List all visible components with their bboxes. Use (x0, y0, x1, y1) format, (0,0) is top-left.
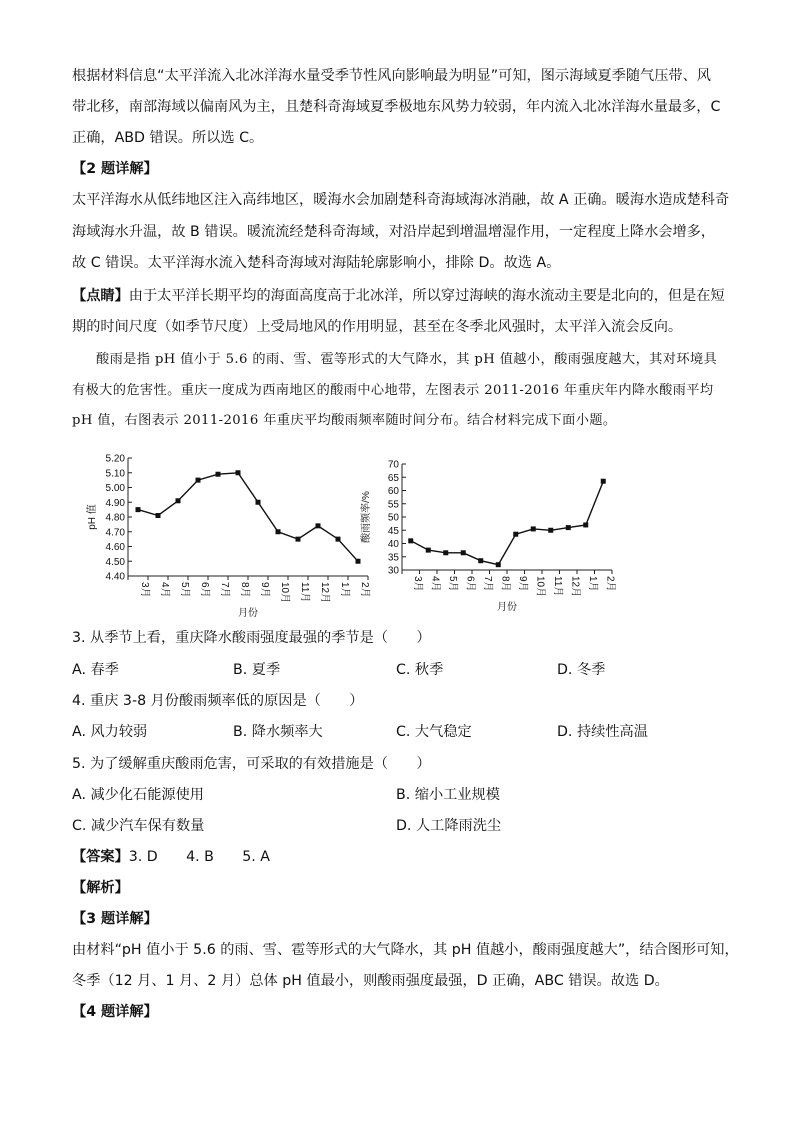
option-c: C. 大气稳定 (396, 724, 472, 740)
data-point (156, 513, 161, 518)
x-tick-label: 5月 (446, 576, 458, 592)
section-heading: 【4 题详解】 (72, 1004, 158, 1020)
intro-line: 有极大的危害性。重庆一度成为西南地区的酸雨中心地带，左图表示 2011-2016 年重庆年内降水酸雨平均 (72, 383, 714, 398)
x-tick-label: 1月 (586, 576, 598, 592)
option-d: D. 人工降雨洗尘 (396, 818, 502, 834)
option-b: B. 缩小工业规模 (396, 787, 500, 803)
option-d: D. 持续性高温 (557, 724, 648, 740)
y-tick-label: 4.60 (105, 542, 125, 553)
series-line (411, 481, 604, 565)
analysis-heading: 【解析】 (72, 880, 129, 896)
x-tick-label: 7月 (481, 576, 493, 592)
text-line: 由材料“pH 值小于 5.6 的雨、雪、雹等形式的大气降水，其 pH 值越小，酸雨强度越大”，结合图形可知， (72, 942, 739, 958)
option-a: A. 春季 (72, 662, 119, 678)
x-tick-label: 2月 (604, 576, 616, 592)
data-point (216, 472, 221, 477)
y-tick-label: 5.00 (105, 483, 125, 494)
x-axis-title: 月份 (497, 602, 517, 613)
x-tick-label: 6月 (464, 576, 476, 592)
data-point (426, 548, 431, 553)
text-line: 带北移，南部海域以偏南风为主，且楚科奇海域夏季极地东风势力较弱，年内流入北冰洋海水量最多，C (72, 99, 721, 115)
text-line: 冬季（12 月、1 月、2 月）总体 pH 值最小，则酸雨强度最强，D 正确，ABC 错误。故选 D。 (72, 973, 669, 989)
x-tick-label: 8月 (499, 576, 511, 592)
data-point (531, 526, 536, 531)
y-tick-label: 55 (387, 499, 399, 511)
data-point (256, 500, 261, 505)
y-axis-title: 酸雨频率/% (361, 491, 372, 543)
y-tick-label: 70 (387, 459, 399, 471)
x-tick-label: 11月 (299, 582, 310, 603)
option-a: A. 风力较弱 (72, 724, 148, 740)
y-tick-label: 60 (387, 486, 399, 497)
text-line: 故 C 错误。太平洋海水流入楚科奇海域对海陆轮廓影响小，排除 D。故选 A。 (72, 255, 561, 271)
x-tick-label: 3月 (139, 582, 150, 598)
x-tick-label: 9月 (516, 576, 528, 592)
data-point (176, 498, 181, 503)
data-point (136, 507, 141, 512)
data-point (196, 478, 201, 483)
question-stem: 3. 从季节上看，重庆降水酸雨强度最强的季节是（ ） (72, 630, 431, 646)
section-heading: 【2 题详解】 (72, 161, 158, 177)
y-tick-label: 4.90 (105, 497, 125, 509)
y-tick-label: 4.50 (105, 556, 125, 568)
data-point (356, 559, 361, 564)
series-line (138, 473, 358, 562)
x-axis-title: 月份 (238, 608, 258, 619)
data-point (461, 550, 466, 555)
data-point (478, 558, 483, 563)
data-point (336, 537, 341, 542)
data-point (513, 532, 518, 537)
ph-chart (78, 450, 378, 620)
x-tick-label: 4月 (429, 576, 441, 592)
text-line: 海域海水升温，故 B 错误。暖流流经楚科奇海域，对沿岸起到增温增湿作用，一定程度上降水会增多， (72, 224, 716, 240)
option-b: B. 降水频率大 (233, 724, 323, 740)
data-point (443, 550, 448, 555)
answer-line (72, 847, 722, 867)
data-point (566, 525, 571, 530)
x-tick-label: 3月 (411, 576, 423, 592)
x-tick-label: 4月 (159, 582, 170, 598)
y-tick-label: 45 (387, 525, 399, 537)
y-tick-label: 5.10 (105, 468, 125, 480)
data-point (601, 479, 606, 484)
x-tick-label: 2月 (359, 582, 370, 598)
y-tick-label: 5.20 (105, 453, 125, 465)
ph-chart-svg (78, 450, 378, 620)
y-tick-label: 40 (387, 539, 399, 550)
text-line: 根据材料信息“太平洋流入北冰洋海水量受季节性风向影响最为明显”可知，图示海域夏季随气压带、风 (72, 68, 711, 84)
option-c: C. 减少汽车保有数量 (72, 818, 205, 834)
x-tick-label: 12月 (319, 582, 330, 604)
data-point (276, 529, 281, 534)
x-tick-label: 1月 (339, 582, 350, 598)
x-tick-label: 12月 (569, 576, 581, 598)
tip-text: 由于太平洋长期平均的海面高度高于北冰洋，所以穿过海峡的海水流动主要是北向的，但是在短 (128, 288, 725, 304)
x-tick-label: 10月 (534, 576, 546, 598)
tip-line (72, 286, 725, 306)
y-tick-label: 50 (387, 512, 399, 524)
x-tick-label: 7月 (219, 582, 230, 598)
option-b: B. 夏季 (233, 662, 281, 678)
data-point (548, 528, 553, 533)
x-tick-label: 8月 (239, 582, 250, 598)
intro-line: 酸雨是指 pH 值小于 5.6 的雨、雪、雹等形式的大气降水，其 pH 值越小，酸雨强度越大，其对环境具 (96, 352, 718, 367)
answer-tag: 【答案】 (72, 849, 129, 865)
text-line: 太平洋海水从低纬地区注入高纬地区，暖海水会加剧楚科奇海域海冰消融，故 A 正确。暖海水造成楚科奇 (72, 192, 730, 208)
x-tick-label: 6月 (199, 582, 210, 598)
data-point (583, 522, 588, 527)
section-heading: 【3 题详解】 (72, 911, 158, 927)
x-tick-label: 9月 (259, 582, 270, 598)
data-point (408, 538, 413, 543)
y-tick-label: 65 (387, 472, 399, 484)
tip-tag: 【点睛】 (72, 288, 129, 304)
text-line: 正确，ABD 错误。所以选 C。 (72, 130, 264, 146)
y-tick-label: 4.80 (105, 512, 125, 524)
answer-text: 3. D 4. B 5. A (128, 849, 271, 865)
y-tick-label: 4.70 (105, 527, 125, 539)
frequency-chart-svg (361, 450, 626, 620)
y-tick-label: 35 (387, 552, 399, 564)
y-axis-title: pH 值 (87, 504, 98, 530)
y-tick-label: 4.40 (105, 571, 125, 583)
data-point (316, 523, 321, 528)
x-tick-label: 10月 (279, 582, 290, 604)
question-stem: 5. 为了缓解重庆酸雨危害，可采取的有效措施是（ ） (72, 756, 431, 772)
frequency-chart (361, 450, 626, 620)
option-d: D. 冬季 (557, 662, 606, 678)
option-c: C. 秋季 (396, 662, 444, 678)
text-line: 期的时间尺度（如季节尺度）上受局地风的作用明显，甚至在冬季北风强时，太平洋入流会反向。 (72, 319, 683, 335)
x-tick-label: 5月 (179, 582, 190, 598)
option-a: A. 减少化石能源使用 (72, 787, 204, 803)
data-point (496, 562, 501, 567)
question-stem: 4. 重庆 3-8 月份酸雨频率低的原因是（ ） (72, 693, 364, 709)
x-tick-label: 11月 (551, 576, 563, 597)
y-tick-label: 30 (387, 565, 399, 577)
data-point (236, 470, 241, 475)
data-point (296, 537, 301, 542)
intro-line: pH 值，右图表示 2011-2016 年重庆平均酸雨频率随时间分布。结合材料完成下面小题。 (72, 413, 617, 428)
